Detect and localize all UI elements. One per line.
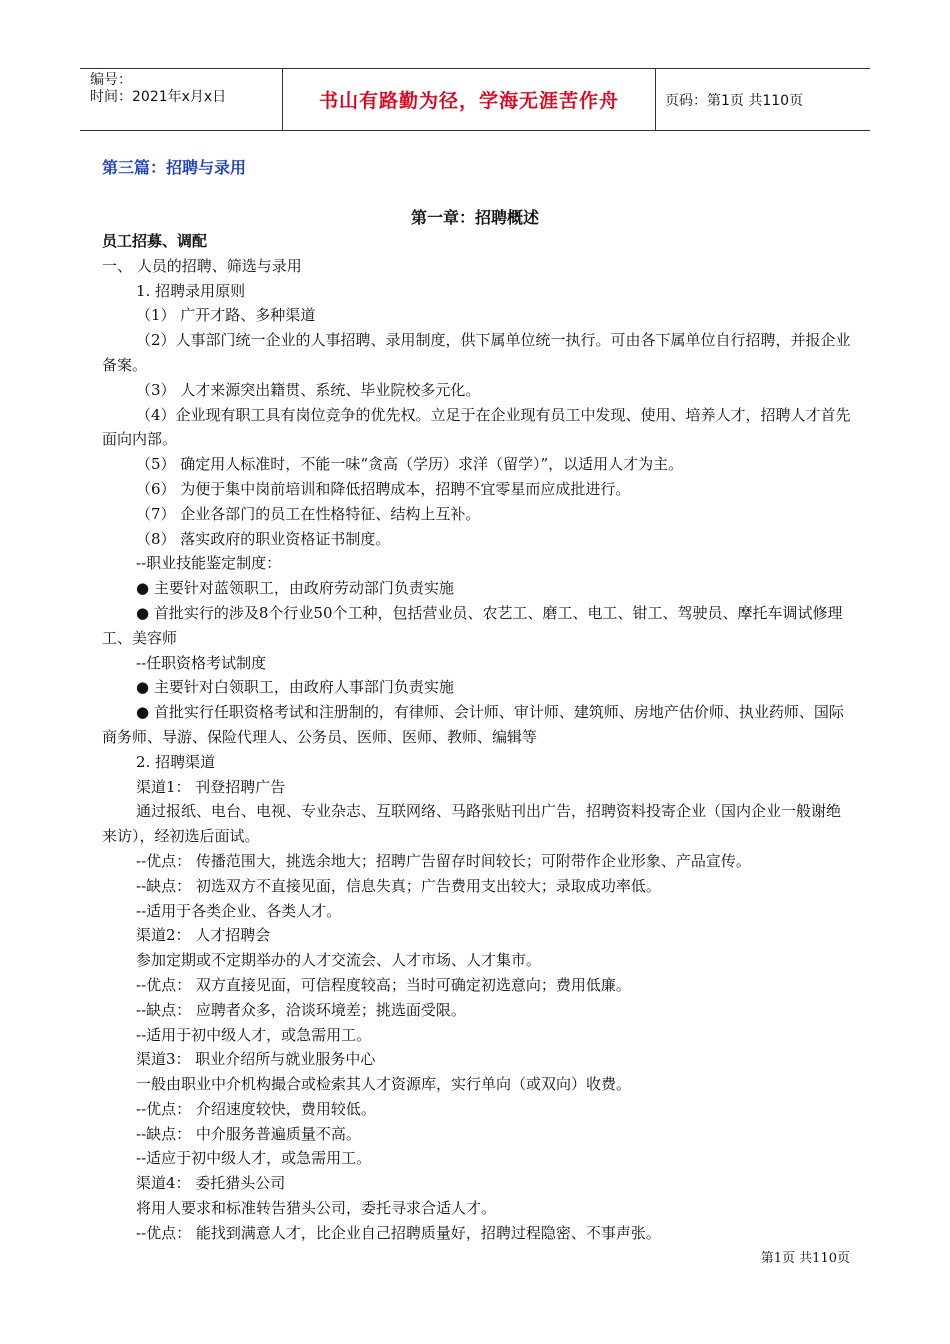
paragraph: 员工招募、调配 — [102, 232, 208, 250]
paragraph: ● 首批实行任职资格考试和注册制的，有律师、会计师、审计师、建筑师、房地产估价师、执业药师、国际商务师、导游、保险代理人、公务员、医师、医师、教师、编辑等 — [102, 703, 844, 746]
paragraph: --优点： 双方直接见面，可信程度较高；当时可确定初选意向；费用低廉。 — [136, 975, 631, 994]
document-body — [102, 229, 852, 1246]
doc-number-label: 编号： — [90, 72, 132, 88]
paragraph: 渠道3： 职业介绍所与就业服务中心 — [136, 1050, 376, 1069]
paragraph: ● 主要针对蓝领职工，由政府劳动部门负责实施 — [136, 579, 454, 598]
paragraph: （2）人事部门统一企业的人事招聘、录用制度，供下属单位统一执行。可由各下属单位自行招聘，并报企业备案。 — [102, 331, 851, 374]
paragraph: 2. 招聘渠道 — [136, 752, 216, 771]
paragraph: （5） 确定用人标准时，不能一味“贪高（学历）求洋（留学）”，以适用人才为主。 — [136, 455, 684, 474]
paragraph: （6） 为便于集中岗前培训和降低招聘成本，招聘不宜零星而应成批进行。 — [136, 479, 631, 498]
page-header — [80, 68, 870, 131]
paragraph: --优点： 能找到满意人才，比企业自己招聘质量好，招聘过程隐密、不事声张。 — [136, 1223, 661, 1242]
paragraph: ● 首批实行的涉及8个行业50个工种，包括营业员、农艺工、磨工、电工、钳工、驾驶员、摩托车调试修理工、美容师 — [102, 603, 843, 647]
paragraph: （8） 落实政府的职业资格证书制度。 — [136, 529, 391, 548]
paragraph: --职业技能鉴定制度： — [136, 554, 282, 573]
paragraph: 参加定期或不定期举办的人才交流会、人才市场、人才集市。 — [136, 951, 542, 970]
paragraph: 一般由职业中介机构撮合或检索其人才资源库，实行单向（或双向）收费。 — [136, 1075, 632, 1094]
paragraph: --任职资格考试制度 — [136, 653, 267, 672]
paragraph: 渠道4： 委托猎头公司 — [136, 1174, 286, 1193]
paragraph: --优点： 介绍速度较快，费用较低。 — [136, 1099, 376, 1118]
paragraph: （4）企业现有职工具有岗位竞争的优先权。立足于在企业现有员工中发现、使用、培养人才，招聘人才首先面向内部。 — [102, 405, 851, 449]
doc-time-label: 时间：2021年x月x日 — [90, 89, 227, 105]
header-motto: 书山有路勤为径，学海无涯苦作舟 — [282, 69, 656, 130]
chapter-title: 第一章：招聘概述 — [410, 208, 539, 227]
paragraph: --适应于初中级人才，或急需用工。 — [136, 1149, 372, 1168]
header-page-count: 页码：第1页 共110页 — [665, 92, 804, 109]
header-meta — [80, 69, 282, 130]
paragraph: --适用于各类企业、各类人才。 — [136, 901, 342, 920]
paragraph: --缺点： 应聘者众多，洽谈环境差；挑选面受限。 — [136, 1000, 466, 1019]
part-title: 第三篇：招聘与录用 — [102, 158, 247, 177]
paragraph: （1） 广开才路、多种渠道 — [136, 306, 316, 325]
paragraph: （7） 企业各部门的员工在性格特征、结构上互补。 — [136, 504, 481, 523]
paragraph: 渠道2： 人才招聘会 — [136, 926, 271, 945]
paragraph: 将用人要求和标准转告猎头公司，委托寻求合适人才。 — [136, 1199, 497, 1218]
paragraph: --适用于初中级人才，或急需用工。 — [136, 1025, 372, 1044]
paragraph: 一、 人员的招聘、筛选与录用 — [102, 256, 302, 275]
page-footer: 第1页 共110页 — [760, 1251, 850, 1266]
paragraph: 通过报纸、电台、电视、专业杂志、互联网络、马路张贴刊出广告，招聘资料投寄企业（国内企业一般谢绝来访），经初选后面试。 — [102, 802, 842, 846]
paragraph: ● 主要针对白领职工，由政府人事部门负责实施 — [136, 678, 454, 697]
paragraph: --缺点： 中介服务普遍质量不高。 — [136, 1124, 361, 1143]
paragraph: 1. 招聘录用原则 — [136, 281, 246, 300]
paragraph: 渠道1： 刊登招聘广告 — [136, 777, 286, 796]
paragraph: （3） 人才来源突出籍贯、系统、毕业院校多元化。 — [136, 380, 481, 399]
paragraph: --缺点： 初选双方不直接见面，信息失真；广告费用支出较大；录取成功率低。 — [136, 876, 661, 895]
paragraph: --优点： 传播范围大，挑选余地大；招聘广告留存时间较长；可附带作企业形象、产品宣传。 — [136, 851, 751, 870]
